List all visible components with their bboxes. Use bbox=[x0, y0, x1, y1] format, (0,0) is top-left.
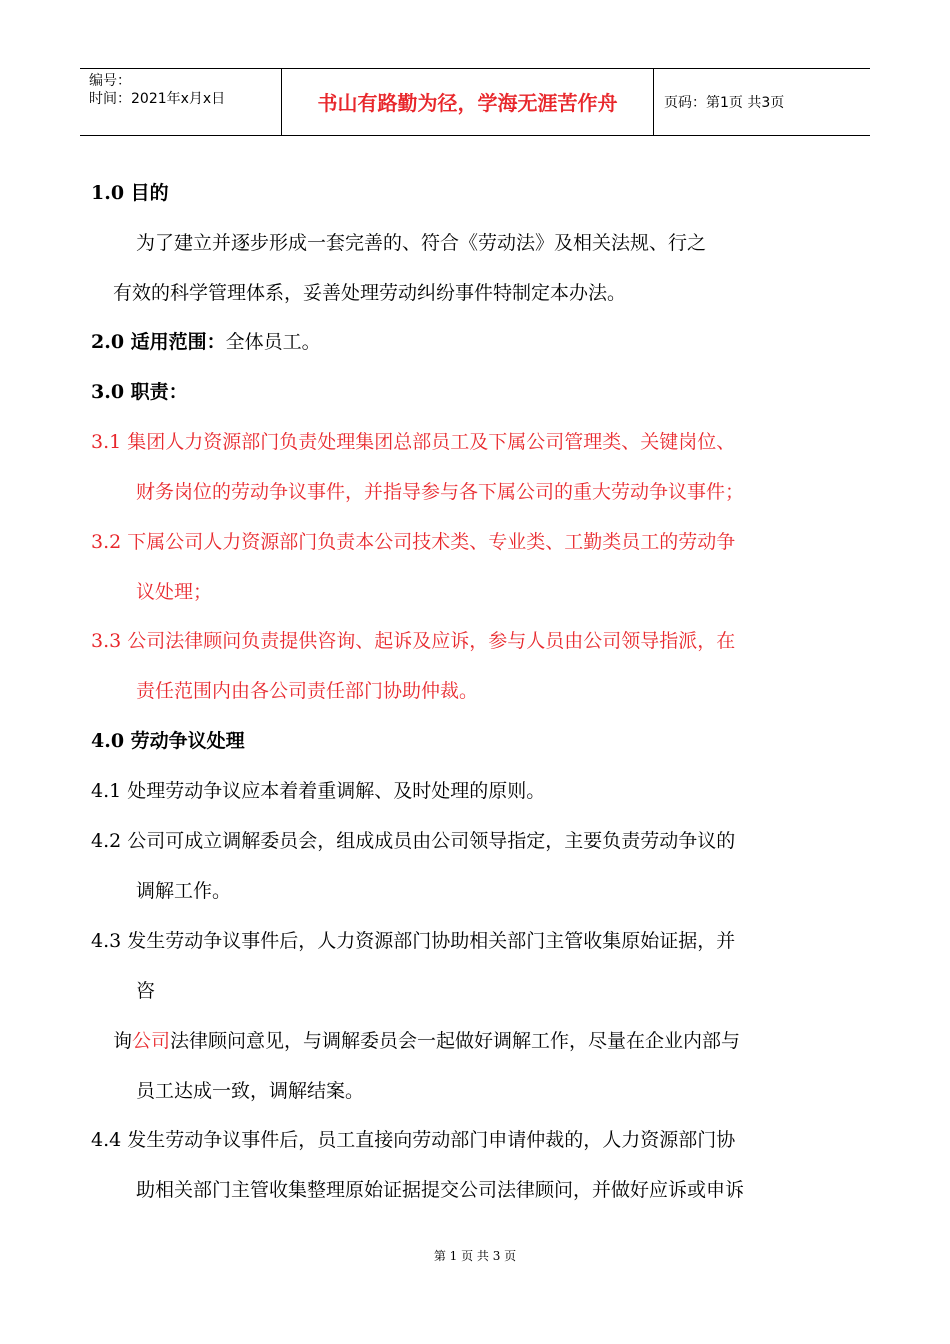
section-2-line bbox=[91, 329, 321, 355]
item-4-3-cont: 咨 bbox=[136, 980, 156, 1002]
item-3-1-cont: 财务岗位的劳动争议事件，并指导参与各下属公司的重大劳动争议事件； bbox=[136, 481, 745, 503]
item-4-3-cont3: 员工达成一致，调解结案。 bbox=[136, 1080, 365, 1102]
item-3-2: 3.2 下属公司人力资源部门负责本公司技术类、专业类、工勤类员工的劳动争 bbox=[91, 531, 736, 553]
item-4-2-cont: 调解工作。 bbox=[136, 880, 232, 902]
item-4-4-cont: 助相关部门主管收集整理原始证据提交公司法律顾问，并做好应诉或申诉 bbox=[136, 1179, 745, 1201]
item-4-2: 4.2 公司可成立调解委员会，组成成员由公司领导指定，主要负责劳动争议的 bbox=[91, 830, 736, 852]
paragraph-line: 为了建立并逐步形成一套完善的、符合《劳动法》及相关法规、行之 bbox=[136, 232, 707, 254]
document-date: 时间：2021年x月x日 bbox=[89, 91, 226, 107]
header-meta-cell bbox=[80, 69, 282, 135]
document-header bbox=[80, 68, 870, 136]
item-4-3-cont2 bbox=[113, 1028, 740, 1054]
header-page-number: 页码：第1页 共3页 bbox=[664, 95, 785, 111]
section-2-heading: 2.0 适用范围： bbox=[91, 331, 226, 353]
item-4-4: 4.4 发生劳动争议事件后，员工直接向劳动部门申请仲裁的，人力资源部门协 bbox=[91, 1129, 736, 1151]
paragraph-line: 有效的科学管理体系，妥善处理劳动纠纷事件特制定本办法。 bbox=[113, 282, 627, 304]
section-2-text: 全体员工。 bbox=[225, 331, 321, 353]
page-footer: 第 1 页 共 3 页 bbox=[433, 1249, 517, 1263]
highlight-company: 公司 bbox=[132, 1030, 171, 1052]
header-motto: 书山有路勤为径，学海无涯苦作舟 bbox=[282, 69, 654, 135]
item-3-3-cont: 责任范围内由各公司责任部门协助仲裁。 bbox=[136, 680, 479, 702]
document-number: 编号： bbox=[89, 73, 131, 89]
item-3-2-cont: 议处理； bbox=[136, 581, 213, 603]
section-3-heading: 3.0 职责： bbox=[91, 381, 188, 403]
item-4-1: 4.1 处理劳动争议应本着着重调解、及时处理的原则。 bbox=[91, 780, 546, 802]
item-3-1: 3.1 集团人力资源部门负责处理集团总部员工及下属公司管理类、关键岗位、 bbox=[91, 431, 736, 453]
text-span: 法律顾问意见，与调解委员会一起做好调解工作，尽量在企业内部与 bbox=[170, 1030, 741, 1052]
section-1-heading: 1.0 目的 bbox=[91, 182, 169, 204]
item-4-3: 4.3 发生劳动争议事件后，人力资源部门协助相关部门主管收集原始证据，并 bbox=[91, 930, 736, 952]
item-3-3: 3.3 公司法律顾问负责提供咨询、起诉及应诉，参与人员由公司领导指派，在 bbox=[91, 630, 736, 652]
text-span: 询 bbox=[113, 1030, 133, 1052]
section-4-heading: 4.0 劳动争议处理 bbox=[91, 730, 245, 752]
